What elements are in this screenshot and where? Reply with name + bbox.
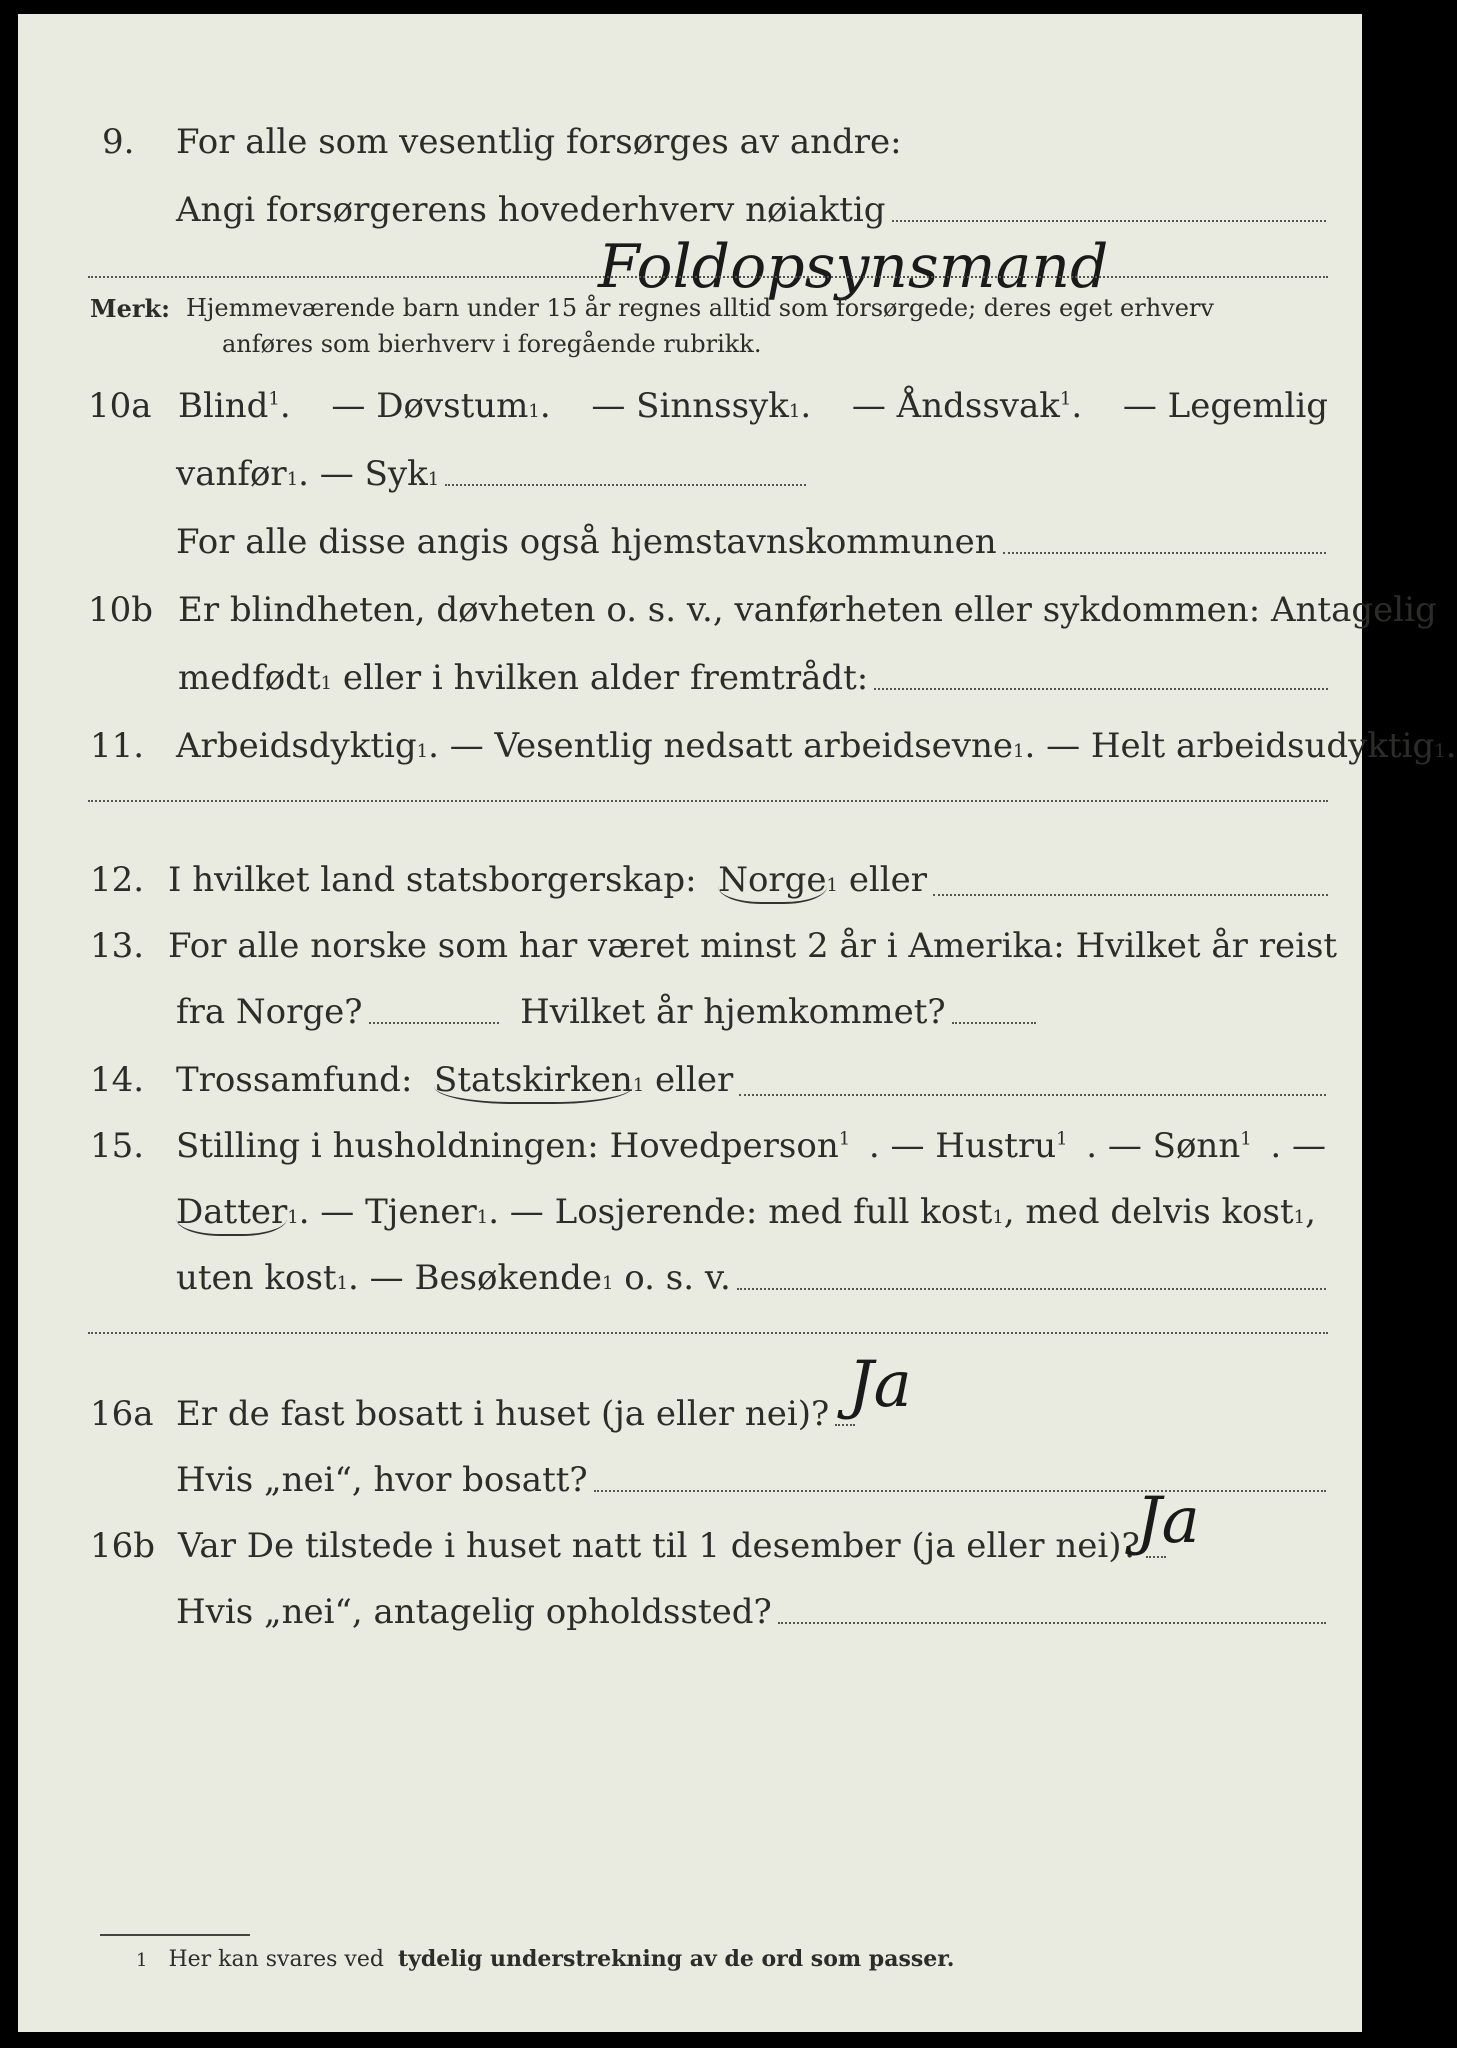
q13-line2 — [176, 992, 1036, 1032]
option-statskirken: Statskirken — [434, 1060, 633, 1104]
q16b-handwritten-answer: Ja — [1136, 1484, 1200, 1558]
q14-number: 14. — [90, 1060, 145, 1100]
census-form-page — [18, 14, 1457, 2032]
option-arbeidsdyktig: Arbeidsdyktig — [176, 726, 417, 766]
option-andssvak: — Åndssvak — [851, 386, 1060, 426]
merk-line2: anføres som bierhverv i foregående rubrikk. — [222, 330, 762, 358]
q9-label: Angi forsørgerens hovederhverv nøiaktig — [176, 190, 886, 230]
q9-dotted-line — [892, 220, 1326, 222]
q9-handwritten-answer: Foldopsynsmand — [598, 232, 1109, 302]
option-hustru: . — Hustru — [868, 1126, 1057, 1166]
merk-label: Merk: — [90, 294, 170, 323]
option-dovstum: — Døvstum — [331, 386, 529, 426]
q16a-number: 16a — [90, 1394, 154, 1434]
q16b-number: 16b — [90, 1526, 156, 1566]
q15-line3: uten kost 1 . — Besøkende 1 o. s. v. — [176, 1258, 1326, 1298]
q16b-line2: Hvis „nei“, antagelig opholdssted? — [176, 1592, 1326, 1632]
q15-line2: Datter 1 . — Tjener 1 . — Losjerende: med full kost 1 , med delvis kost 1 , — [176, 1192, 1316, 1236]
q10b-alder-line — [874, 688, 1328, 690]
q13-hjemkommet-label: Hvilket år hjemkommet? — [520, 992, 946, 1032]
option-delvis-kost: , med delvis kost — [1003, 1192, 1294, 1232]
q10a-line1: Blind$^1$. — Døvstum1. — Sinnssyk1. — Åndssvak$^1$. — Legemlig — [178, 386, 1328, 426]
q16a-bosatt-line — [594, 1490, 1326, 1492]
q10a-hjemstavn-label: For alle disse angis også hjemstavnskommunen — [176, 522, 997, 562]
footnote-rule — [100, 1934, 250, 1936]
q13-reist-label: fra Norge? — [176, 992, 363, 1032]
option-norge: Norge — [718, 860, 826, 904]
merk-line1: Hjemmeværende barn under 15 år regnes alltid som forsørgede; deres eget erhverv — [186, 294, 1214, 322]
q10b-number: 10b — [88, 590, 154, 630]
q16a-line1: Er de fast bosatt i huset (ja eller nei)? — [176, 1394, 855, 1434]
q10a-line3 — [176, 522, 1326, 562]
q16a-line2: Hvis „nei“, hvor bosatt? — [176, 1460, 1326, 1500]
q10b-line2: medfødt 1 eller i hvilken alder fremtrådt: — [178, 658, 1328, 698]
q13-hjemkommet-line — [952, 1022, 1036, 1024]
q10a-number: 10a — [88, 386, 152, 426]
q14-line: Trossamfund: Statskirken 1 eller — [176, 1060, 1326, 1104]
option-nedsatt: . — Vesentlig nedsatt arbeidsevne — [428, 726, 1014, 766]
option-datter: Datter — [176, 1192, 287, 1236]
option-uten-kost: uten kost — [176, 1258, 337, 1298]
q10a-syk-line — [445, 484, 806, 486]
q9-number: 9. — [102, 122, 135, 162]
q9-answer-line — [88, 276, 1328, 278]
q10a-hjemstavn-line — [1003, 552, 1326, 554]
q9-line1 — [176, 122, 902, 162]
q13-reist-line — [369, 1022, 499, 1024]
q16b-line1: Var De tilstede i huset natt til 1 desember (ja eller nei)? — [178, 1526, 1166, 1566]
option-sonn: . — Sønn — [1086, 1126, 1241, 1166]
q12-number: 12. — [90, 860, 145, 900]
q15-answer-line — [88, 1332, 1328, 1334]
q15-line1: Stilling i husholdningen: Hovedperson$^1$ . — Hustru$^1$ . — Sønn$^1$ . — — [176, 1126, 1326, 1166]
q14-line-fill — [739, 1094, 1326, 1096]
option-udyktig: . — Helt arbeidsudyktig — [1024, 726, 1435, 766]
q11-answer-line — [88, 800, 1328, 802]
q16b-opholdssted-line — [778, 1622, 1326, 1624]
option-besokende: . — Besøkende — [348, 1258, 602, 1298]
q12-line-fill — [933, 894, 1328, 896]
footnote: 1 Her kan svares ved tydelig understrekning av de ord som passer. — [136, 1946, 955, 1972]
q15-number: 15. — [90, 1126, 145, 1166]
option-legemlig: — Legemlig — [1122, 386, 1328, 426]
footnote-mark: 1 — [136, 1950, 148, 1971]
option-tjener: . — Tjener — [298, 1192, 477, 1232]
q10a-line2: vanfør 1 . — Syk 1 — [176, 454, 806, 494]
option-medfodt: medfødt — [178, 658, 321, 698]
q13-number: 13. — [90, 926, 145, 966]
q12-line: I hvilket land statsborgerskap: Norge 1 eller — [168, 860, 1328, 904]
option-syk: — Syk — [319, 454, 428, 494]
option-vanfor: vanfør — [176, 454, 287, 494]
option-losjerende: . — Losjerende: med full kost — [488, 1192, 993, 1232]
q13-line1: For alle norske som har været minst 2 år i Amerika: Hvilket år reist — [168, 926, 1338, 966]
option-sinnssyk: — Sinnssyk — [591, 386, 789, 426]
q11-line: Arbeidsdyktig 1 . — Vesentlig nedsatt arbeidsevne 1 . — Helt arbeidsudyktig 1 . — [176, 726, 1457, 766]
q11-number: 11. — [90, 726, 145, 766]
q9-text: For alle som vesentlig forsørges av andre: — [176, 122, 902, 162]
q9-line2 — [176, 190, 1326, 230]
q10b-line1: Er blindheten, døvheten o. s. v., vanførheten eller sykdommen: Antagelig — [178, 590, 1437, 630]
q15-line-fill — [737, 1288, 1326, 1290]
q16a-handwritten-answer: Ja — [848, 1348, 912, 1422]
option-blind: Blind — [178, 386, 269, 426]
